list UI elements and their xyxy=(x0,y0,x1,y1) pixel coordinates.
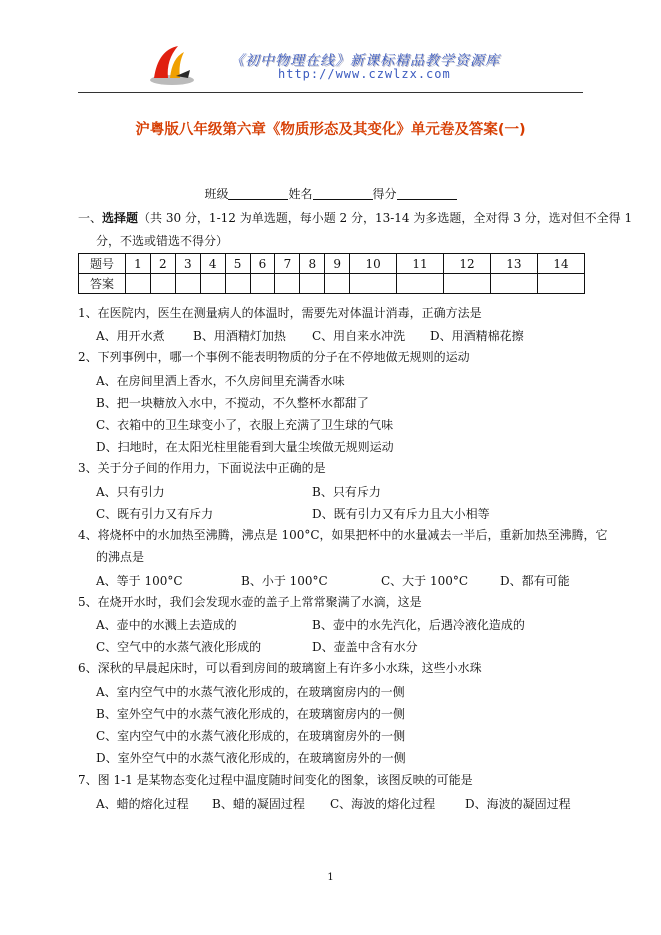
table-row-label: 题号 xyxy=(79,254,126,274)
class-blank[interactable] xyxy=(228,187,288,200)
question-number: 12 xyxy=(444,254,491,274)
class-label: 班级 xyxy=(204,187,229,201)
answer-cell[interactable] xyxy=(350,274,397,294)
question-number: 11 xyxy=(397,254,444,274)
section-name: 选择题 xyxy=(102,211,139,225)
q6-option-c[interactable]: C、室内空气中的水蒸气液化形成的，在玻璃窗房外的一侧 xyxy=(96,729,406,743)
question-6-stem: 6、深秋的早晨起床时，可以看到房间的玻璃窗上有许多小水珠，这些小水珠 xyxy=(78,661,482,675)
q4-option-a[interactable]: A、等于 100°C xyxy=(96,574,183,588)
q6-option-d[interactable]: D、室外空气中的水蒸气液化形成的，在玻璃窗房外的一侧 xyxy=(96,751,406,765)
q3-option-d[interactable]: D、既有引力又有斥力且大小相等 xyxy=(312,507,490,521)
answer-cell[interactable] xyxy=(300,274,325,294)
student-info-line xyxy=(0,185,661,202)
q7-option-c[interactable]: C、海波的熔化过程 xyxy=(330,797,436,811)
q6-option-b[interactable]: B、室外空气中的水蒸气液化形成的，在玻璃窗房内的一侧 xyxy=(96,707,405,721)
q1-option-c[interactable]: C、用自来水冲洗 xyxy=(312,329,406,343)
question-number: 1 xyxy=(126,254,151,274)
brand-url[interactable]: http://www.czwlzx.com xyxy=(278,67,451,81)
question-number: 7 xyxy=(275,254,300,274)
answer-cell[interactable] xyxy=(250,274,275,294)
q4-option-c[interactable]: C、大于 100°C xyxy=(381,574,469,588)
brand-title: 《初中物理在线》新课标精品教学资源库 xyxy=(230,53,500,69)
question-1-stem: 1、在医院内，医生在测量病人的体温时，需要先对体温计消毒，正确方法是 xyxy=(78,306,482,320)
q1-option-a[interactable]: A、用开水煮 xyxy=(96,329,165,343)
table-row xyxy=(79,254,585,274)
question-number: 5 xyxy=(225,254,250,274)
q1-option-b[interactable]: B、用酒精灯加热 xyxy=(193,329,286,343)
q2-option-a[interactable]: A、在房间里洒上香水，不久房间里充满香水味 xyxy=(96,374,345,388)
page-number: 1 xyxy=(327,872,334,883)
q4-option-b[interactable]: B、小于 100°C xyxy=(241,574,328,588)
question-number: 9 xyxy=(325,254,350,274)
name-blank[interactable] xyxy=(313,187,373,200)
section-desc: （共 30 分，1-12 为单选题，每小题 2 分，13-14 为多选题，全对得 3 分，选对但不全得 1 xyxy=(138,211,633,225)
answer-cell[interactable] xyxy=(200,274,225,294)
page-header xyxy=(0,0,661,95)
q1-option-d[interactable]: D、用酒精棉花擦 xyxy=(430,329,524,343)
q7-option-b[interactable]: B、蜡的凝固过程 xyxy=(212,797,305,811)
q2-option-d[interactable]: D、扫地时，在太阳光柱里能看到大量尘埃做无规则运动 xyxy=(96,440,394,454)
question-4-stem: 4、将烧杯中的水加热至沸腾，沸点是 100°C，如果把杯中的水量减去一半后，重新加热至沸腾，它 xyxy=(78,528,608,542)
document-title: 沪粤版八年级第六章《物质形态及其变化》单元卷及答案(一) xyxy=(135,122,526,138)
question-5-stem: 5、在烧开水时，我们会发现水壶的盖子上常常聚满了水滴，这是 xyxy=(78,595,422,609)
answer-cell[interactable] xyxy=(175,274,200,294)
q7-option-d[interactable]: D、海波的凝固过程 xyxy=(465,797,571,811)
question-number: 4 xyxy=(200,254,225,274)
question-4-stem-cont: 的沸点是 xyxy=(96,550,145,564)
answer-table xyxy=(78,253,585,294)
answer-cell[interactable] xyxy=(126,274,151,294)
answer-cell[interactable] xyxy=(397,274,444,294)
q5-option-c[interactable]: C、空气中的水蒸气液化形成的 xyxy=(96,640,262,654)
score-blank[interactable] xyxy=(397,187,457,200)
question-number: 10 xyxy=(350,254,397,274)
answer-cell[interactable] xyxy=(325,274,350,294)
table-row-label: 答案 xyxy=(79,274,126,294)
section-heading xyxy=(78,210,632,226)
header-divider xyxy=(78,92,583,93)
q4-option-d[interactable]: D、都有可能 xyxy=(500,574,570,588)
question-number: 13 xyxy=(490,254,537,274)
answer-cell[interactable] xyxy=(444,274,491,294)
answer-cell[interactable] xyxy=(537,274,584,294)
section-prefix: 一、 xyxy=(78,211,103,225)
answer-cell[interactable] xyxy=(490,274,537,294)
q2-option-b[interactable]: B、把一块糖放入水中，不搅动，不久整杯水都甜了 xyxy=(96,396,369,410)
question-number: 14 xyxy=(537,254,584,274)
q7-option-a[interactable]: A、蜡的熔化过程 xyxy=(96,797,189,811)
question-3-stem: 3、关于分子间的作用力，下面说法中正确的是 xyxy=(78,461,326,475)
q5-option-d[interactable]: D、壶盖中含有水分 xyxy=(312,640,418,654)
question-2-stem: 2、下列事例中，哪一个事例不能表明物质的分子在不停地做无规则的运动 xyxy=(78,350,470,364)
answer-cell[interactable] xyxy=(225,274,250,294)
question-number: 8 xyxy=(300,254,325,274)
question-number: 2 xyxy=(150,254,175,274)
question-7-stem: 7、图 1-1 是某物态变化过程中温度随时间变化的图象，该图反映的可能是 xyxy=(78,773,473,787)
q5-option-a[interactable]: A、壶中的水溅上去造成的 xyxy=(96,618,237,632)
site-logo-icon xyxy=(148,40,196,88)
section-desc-cont: 分，不选或错选不得分） xyxy=(96,234,229,248)
question-number: 3 xyxy=(175,254,200,274)
score-label: 得分 xyxy=(372,187,397,201)
q2-option-c[interactable]: C、衣箱中的卫生球变小了，衣服上充满了卫生球的气味 xyxy=(96,418,394,432)
q3-option-c[interactable]: C、既有引力又有斥力 xyxy=(96,507,214,521)
answer-cell[interactable] xyxy=(275,274,300,294)
question-number: 6 xyxy=(250,254,275,274)
table-row xyxy=(79,274,585,294)
answer-cell[interactable] xyxy=(150,274,175,294)
q3-option-a[interactable]: A、只有引力 xyxy=(96,485,165,499)
q3-option-b[interactable]: B、只有斥力 xyxy=(312,485,381,499)
q5-option-b[interactable]: B、壶中的水先汽化，后遇冷液化造成的 xyxy=(312,618,525,632)
name-label: 姓名 xyxy=(288,187,313,201)
q6-option-a[interactable]: A、室内空气中的水蒸气液化形成的，在玻璃窗房内的一侧 xyxy=(96,685,405,699)
